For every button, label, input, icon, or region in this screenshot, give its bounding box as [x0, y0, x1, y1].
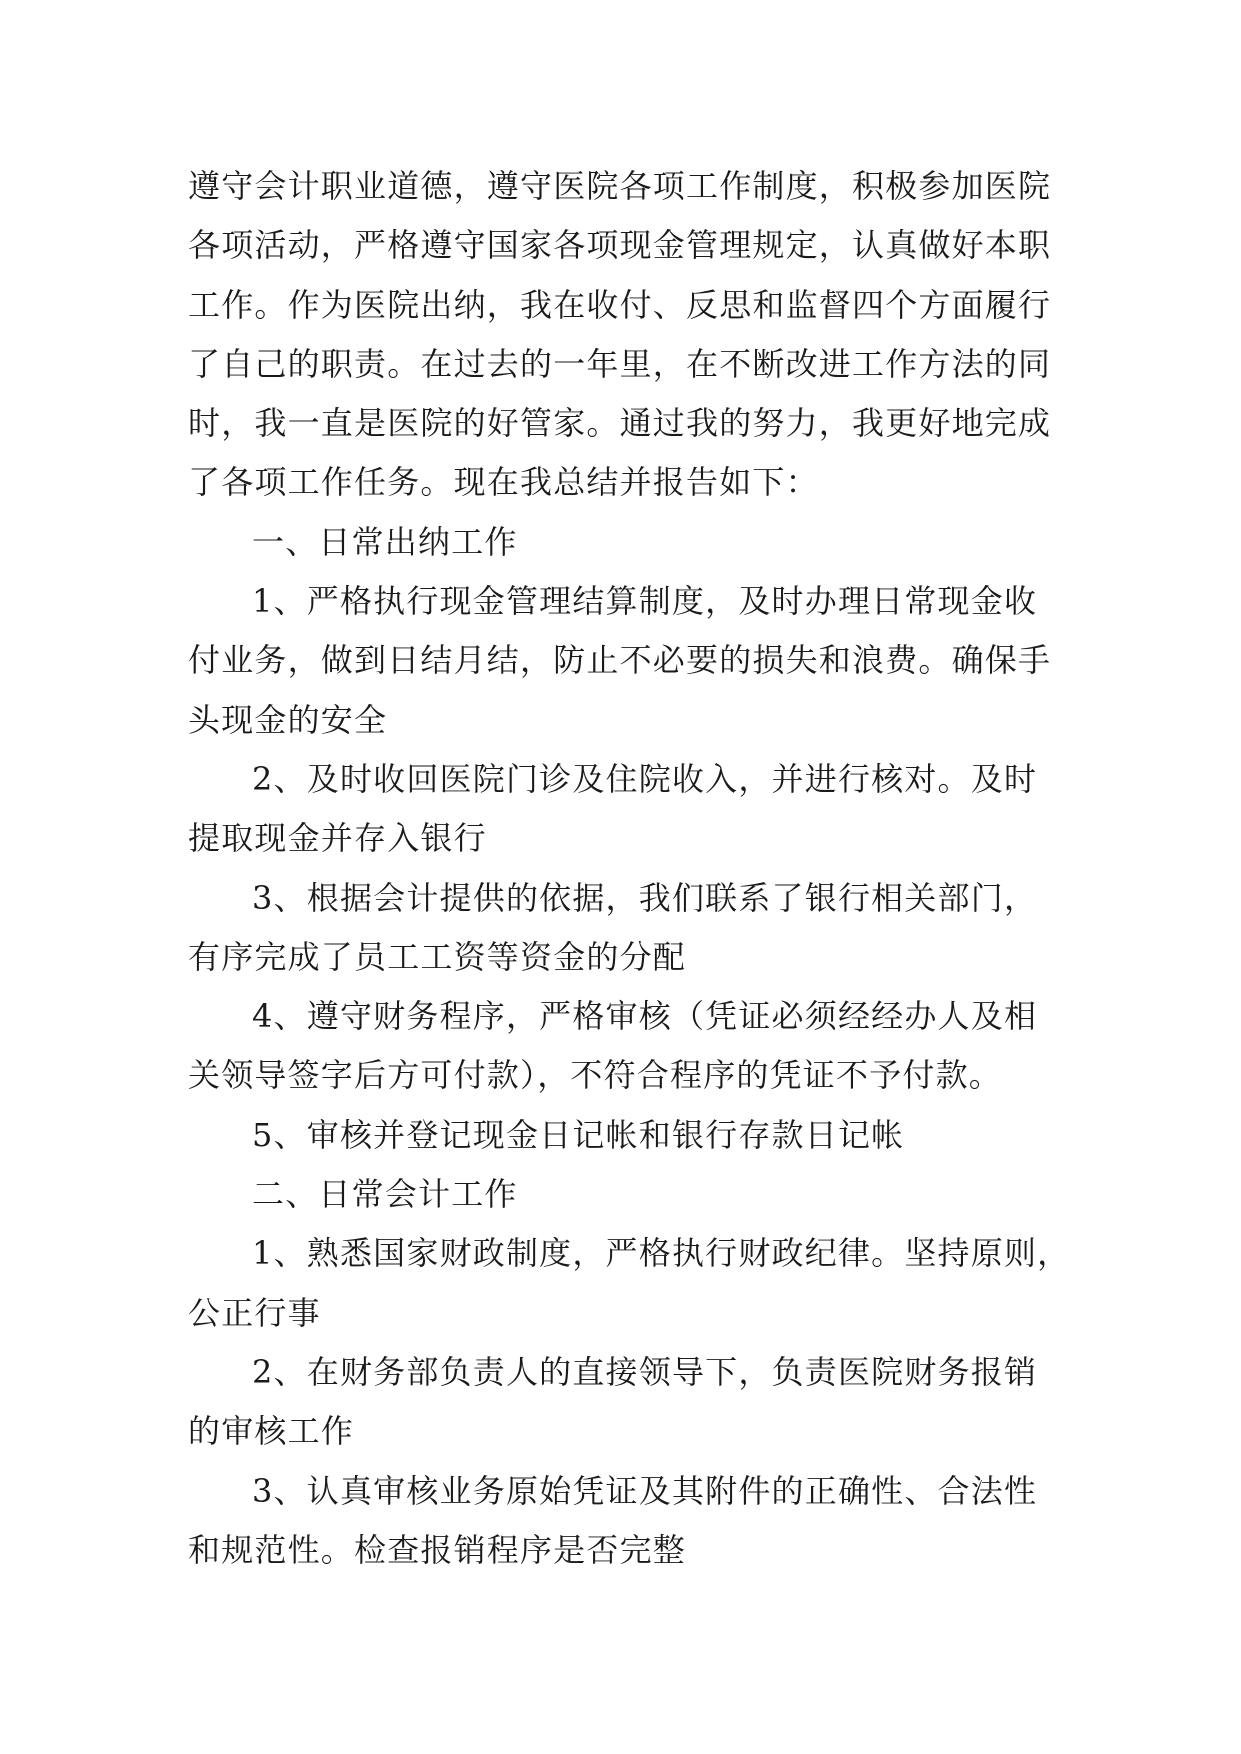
text-line: 遵守会计职业道德，遵守医院各项工作制度，积极参加医院: [188, 167, 1052, 205]
text-line: 2、及时收回医院门诊及住院收入，并进行核对。及时: [252, 759, 1038, 798]
document-page: [188, 157, 1071, 1580]
list-item: [188, 1224, 1071, 1343]
text-line: 付业务，做到日结月结，防止不必要的损失和浪费。确保手: [188, 641, 1052, 680]
section-heading: 二、日常会计工作: [252, 1175, 518, 1214]
text-line: 4、遵守财务程序，严格审核（凭证必须经经办人及相: [252, 997, 1038, 1036]
text-line: 有序完成了员工工资等资金的分配: [188, 937, 687, 976]
text-line: 公正行事: [188, 1293, 321, 1332]
text-line: 了自己的职责。在过去的一年里，在不断改进工作方法的同: [188, 344, 1052, 383]
list-item: [188, 869, 1068, 988]
list-item: [188, 572, 1068, 750]
text-line: 提取现金并存入银行: [188, 819, 487, 858]
text-line: 工作。作为医院出纳，我在收付、反思和监督四个方面履行: [188, 285, 1052, 324]
intro-paragraph: [188, 157, 1068, 513]
text-line: 1、熟悉国家财政制度，严格执行财政纪律。坚持原则，: [252, 1234, 1071, 1273]
list-item: [188, 1106, 1068, 1165]
text-line: 和规范性。检查报销程序是否完整: [188, 1530, 687, 1569]
text-line: 各项活动，严格遵守国家各项现金管理规定，认真做好本职: [188, 226, 1052, 265]
text-line: 头现金的安全: [188, 700, 388, 739]
list-item: [188, 1462, 1068, 1581]
text-line: 3、认真审核业务原始凭证及其附件的正确性、合法性: [252, 1471, 1038, 1510]
text-line: 1、严格执行现金管理结算制度，及时办理日常现金收: [252, 582, 1038, 621]
section-cashier-work: [188, 513, 1068, 1165]
text-line: 5、审核并登记现金日记帐和银行存款日记帐: [252, 1115, 905, 1154]
text-line: 3、根据会计提供的依据，我们联系了银行相关部门，: [252, 878, 1038, 917]
text-line: 关领导签字后方可付款），不符合程序的凭证不予付款。: [188, 1056, 1003, 1095]
section-heading: 一、日常出纳工作: [252, 522, 518, 561]
text-line: 2、在财务部负责人的直接领导下，负责医院财务报销: [252, 1352, 1038, 1391]
list-item: [188, 750, 1068, 869]
list-item: [188, 1343, 1068, 1462]
list-item: [188, 987, 1068, 1106]
text-line: 时，我一直是医院的好管家。通过我的努力，我更好地完成: [188, 404, 1052, 443]
text-line: 的审核工作: [188, 1412, 355, 1451]
section-accounting-work: [188, 1165, 1071, 1580]
text-line: 了各项工作任务。现在我总结并报告如下：: [188, 463, 819, 502]
